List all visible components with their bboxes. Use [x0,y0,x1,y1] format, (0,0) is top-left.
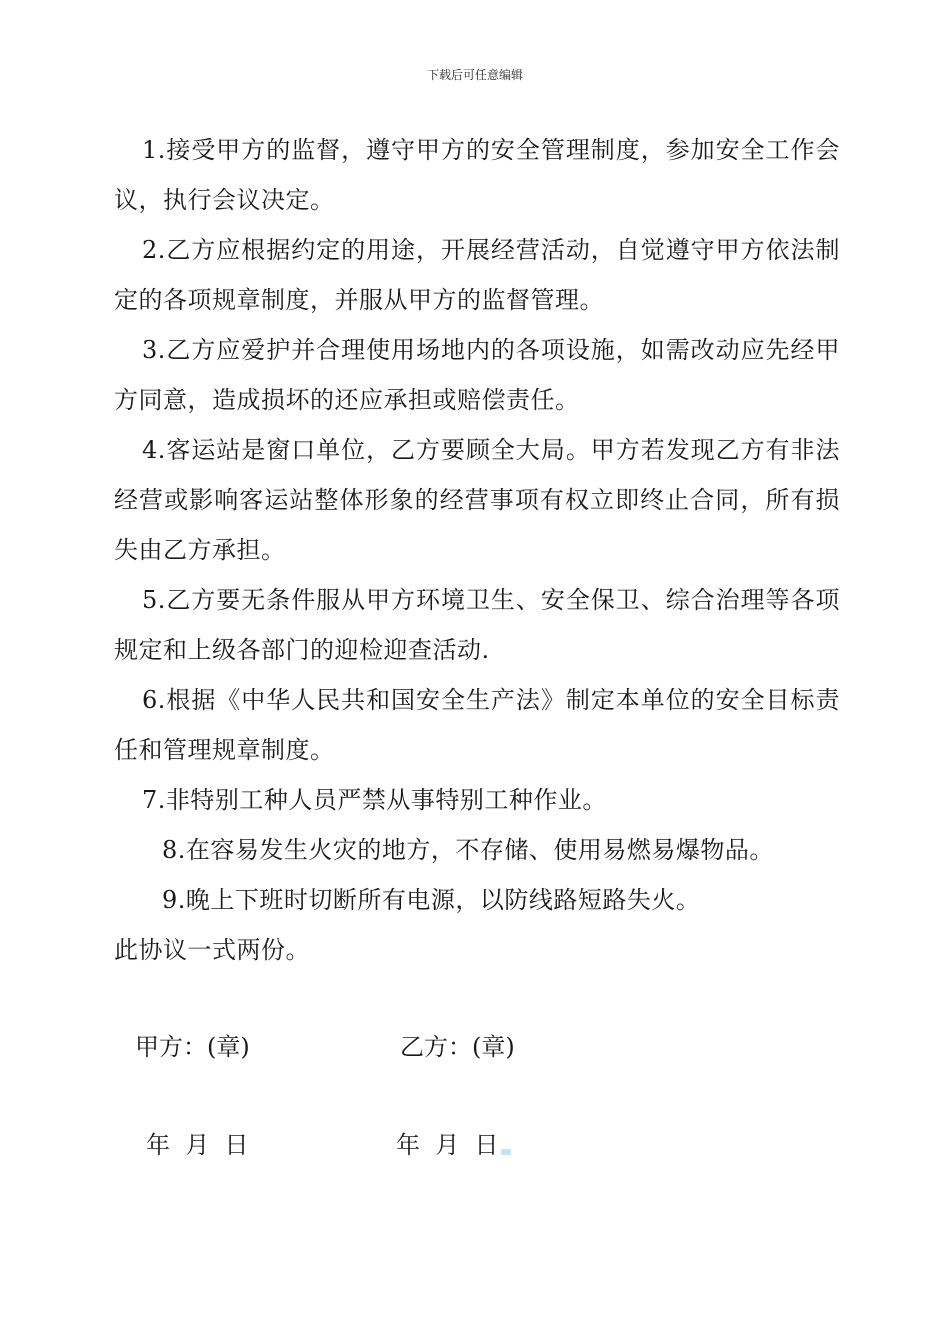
clause-6: 6.根据《中华人民共和国安全生产法》制定本单位的安全目标责任和管理规章制度。 [114,686,840,764]
clause-2: 2.乙方应根据约定的用途，开展经营活动，自觉遵守甲方依法制定的各项规章制度，并服从甲方的监督管理。 [114,236,840,314]
party-b-seal-label: 乙方：(章) [400,1033,515,1061]
party-b-date-group [396,1130,511,1160]
clause-3: 3.乙方应爱护并合理使用场地内的各项设施，如需改动应先经甲方同意，造成损坏的还应承担或赔偿责任。 [114,336,840,414]
party-a-date: 年 月 日 [146,1131,249,1159]
party-b-date: 年 月 日 [396,1131,499,1159]
agreement-body [114,125,840,975]
text-cursor-marker [501,1149,511,1155]
clause-4: 4.客运站是窗口单位，乙方要顾全大局。甲方若发现乙方有非法经营或影响客运站整体形象的经营事项有权立即终止合同，所有损失由乙方承担。 [114,436,840,564]
page-header: 下载后可任意编辑 [426,68,523,82]
clause-7: 7.非特别工种人员严禁从事特别工种作业。 [142,786,607,814]
clause-1: 1.接受甲方的监督，遵守甲方的安全管理制度，参加安全工作会议，执行会议决定。 [114,136,840,214]
closing-statement: 此协议一式两份。 [114,936,310,964]
clause-9: 9.晚上下班时切断所有电源，以防线路短路失火。 [162,886,701,914]
party-a-seal-label: 甲方：(章) [135,1033,250,1061]
clause-8: 8.在容易发生火灾的地方，不存储、使用易燃易爆物品。 [162,836,774,864]
clause-5: 5.乙方要无条件服从甲方环境卫生、安全保卫、综合治理等各项规定和上级各部门的迎检迎查活动. [114,586,840,664]
